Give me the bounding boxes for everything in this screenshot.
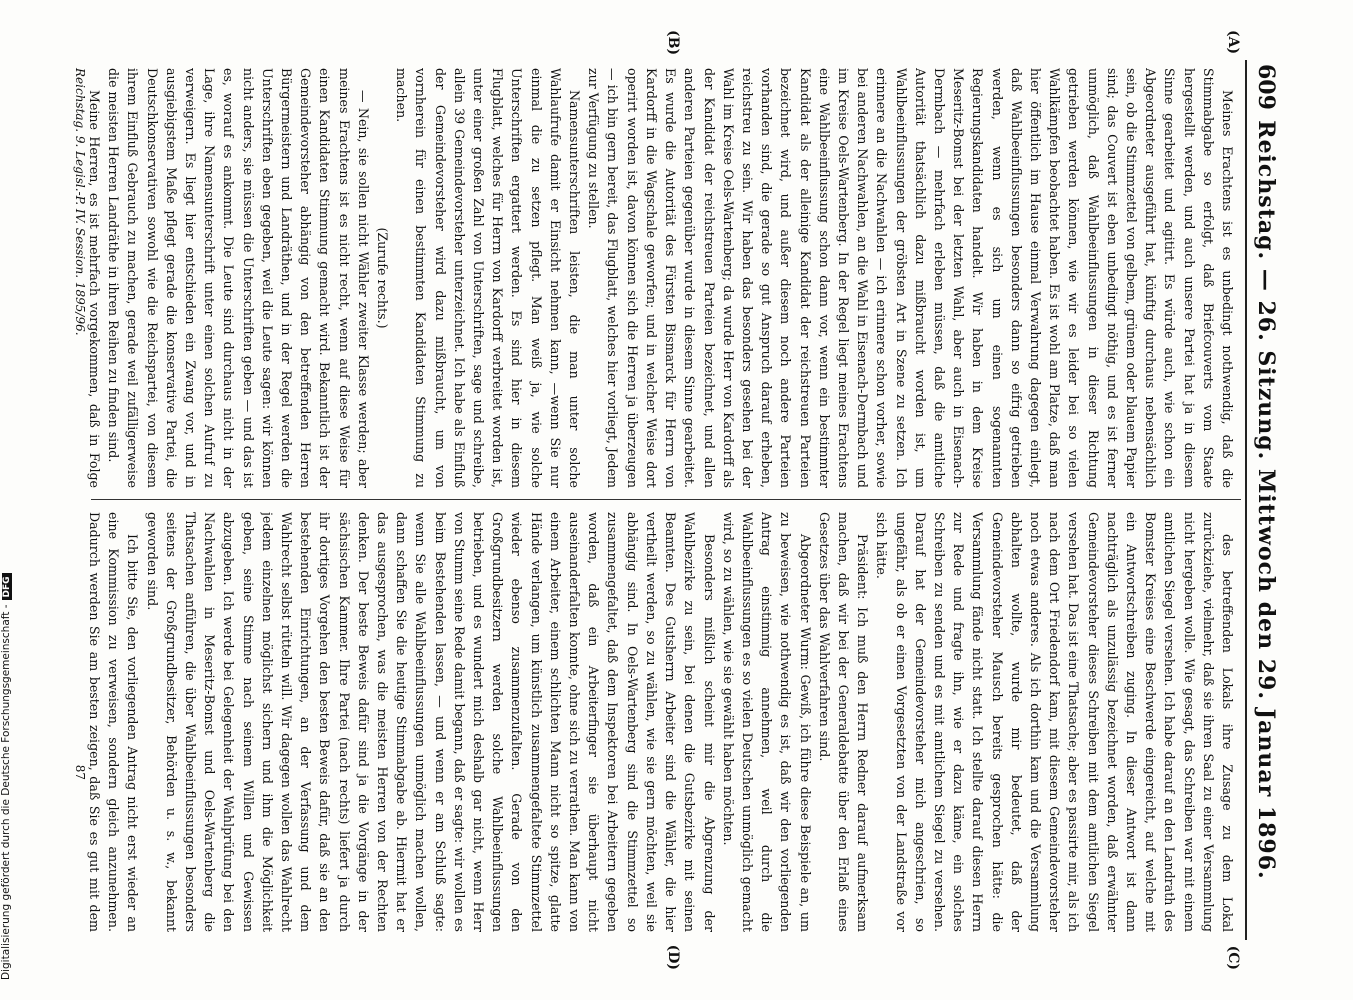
margin-marker-a: (A): [1225, 30, 1241, 55]
source-footer: Reichstag. 9. Legisl.-P. IV. Session. 1895/96.: [73, 68, 87, 336]
paragraph: Meine Herren, es ist mehrfach vorgekommen, daß in Folge: [87, 90, 103, 488]
left-column: [87, 68, 1237, 488]
dfg-logo: DFG: [2, 573, 12, 600]
speaker-paragraph: Präsident: Ich muß den Herrn Redner darauf aufmerksam machen, daß wir bei der Generaldebatte über den Erlaß eines Gesetzes über das Wahlverfahren sind.: [816, 512, 871, 932]
footer-page-number: 87: [73, 764, 87, 780]
page-header: [1245, 60, 1281, 940]
paragraph: Meines Erachtens ist es unbedingt nothwendig, daß die Stimmabgabe so erfolgt, daß Briefcouverts vom Staate hergestellt werden, und auch unsere Partei hat ja in diesem Sinne gearbeitet und agitirt. Es würde auch, wie schon ein Abgeordneter ausgeführt hat, künftig durchaus nebensächlich sein, ob die Stimmzettel von gelbem, grünem oder blauem Papier sind; das Couvert ist eben unbedingt nöthig, und es ist ferner unmöglich, daß Wahlbeeinflussungen in dieser Richtung getrieben werden können, wie wir es leider bei so vielen Wahlkämpfen beobachtet haben. Es ist wohl am Platze, daß man hier öffentlich im Hause einmal Verwahrung dagegen einlegt, daß Wahlbeeinflussungen besonders dann so eifrig getrieben werden, wenn es sich um einen sogenannten Regierungskandidaten handelt. Wir haben in dem Kreise Meseritz-Bomst bei der letzten Wahl, aber auch in Eisenach-Dermbach — mehrfach erleben müssen, daß die amtliche Autorität thatsächlich dazu mißbraucht worden ist, um Wahlbeeinflussungen der gröbsten Art in Szene zu setzen. Ich erinnere an die Nachwahlen — ich erinnere schon vorher, sowie bei anderen Nachwahlen, an die Wahl in Eisenach-Dermbach und im Kreise Oels-Wartenberg. In der Regel liegt meines Erachtens eine Wahlbeeinflussung schon dann vor, wenn ein bestimmter Kandidat als der alleinige Kandidat der reichstreuen Parteien bezeichnet wird, und außer diesem noch andere Parteien vorhanden sind, die gerade so gut Anspruch darauf erheben, reichstreu zu sein. Wir haben das besonders gesehen bei der Wahl im Kreise Oels-Wartenberg; da wurde Herr von Kardorff als der Kandidat der reichstreuen Parteien bezeichnet, und allen anderen Parteien gegenüber wurde in diesem Sinne gearbeitet. Es wurde die Autorität des Fürsten Bismarck für Herrn von Kardorff in die Wagschale geworfen; und in welcher Weise dort operirt worden ist, davon können sich die Herren ja überzeugen — ich bin gern bereit, das Flugblatt, welches hier vorliegt, Jedem zur Verfügung zu stellen.: [586, 68, 1235, 488]
margin-marker-d: (D): [665, 944, 681, 970]
margin-marker-b: (B): [665, 30, 681, 56]
column-divider: [91, 499, 1241, 500]
speaker-paragraph: Abgeordneter Wurm: Gewiß, ich führe diese Beispiele an, um zu beweisen, wie nothwendig es ist, daß wir den vorliegenden Antrag einstimmig annehmen, weil durch die Wahlbeeinflussungen es so vielen Deutschen unmöglich gemacht wird, so zu wählen, wie sie gewählt haben möchten.: [720, 512, 813, 932]
newspaper-page: [71, 30, 1281, 970]
paragraph: Besonders mißlich scheint mir die Abgrenzung der Wahlbezirke zu sein, bei denen die Gutsbezirke mit seinen Beamten. Des Gutsherrn Arbeiter sind die Wähler, die hier vertheilt werden, so zu wählen, wie sie gern möchten, weil sie abhängig sind. In Oels-Wartenberg sind die Stimmzettel so zusammengefaltet, daß dem Inspektoren bei Arbeitern gegeben worden, daß ein Arbeiterfinger sie überhaupt nicht auseinanderfalten konnte, ohne sich zu verrathen. Man kann von einem Arbeiter, einem schlichten Mann nicht so spitze, glatte Hände verlangen, um künstlich zusammengefaltete Stimmzettel wieder ebenso zusammenzufalten. Gerade von den Großgrundbesitzern werden solche Wahlbeeinflussungen betrieben, und es wundert mich deshalb gar nicht, wenn Herr von Stumm seine Rede damit begann, daß er sagte: wir wollen es beim Bestehenden lassen, — und wenn er am Schluß sagte: wenn Sie alle Wahlbeeinflussungen unmöglich machen wollen, dann schaffen Sie die heutige Stimmabgabe ab. Hiermit hat er das ausgesprochen, was die meisten Herren von der Rechten denken. Der beste Beweis dafür sind ja die Vorgänge in der sächsischen Kammer. Ihre Partei (nach rechts) liefert ja durch ihr dortiges Vorgehen den besten Beweis dafür, daß sie an den bestehenden Einrichtungen, an der Verfassung und dem Wahlrecht selbst rütteln will. Wir dagegen wollen das Wahlrecht jedem einzelnen möglichst sichern und ihm die Möglichkeit geben, seine Stimme nach seinem Willen und Gewissen abzugeben. Ich werde bei Gelegenheit der Wahlprüfung bei den Nachwahlen in Meseritz-Bomst und Oels-Wartenberg die Thatsachen anführen, die über Wahlbeeinflussungen besonders seitens der Großgrundbesitzer, Behörden u. s. w., bekannt geworden sind.: [144, 512, 717, 932]
digitization-credit: [0, 573, 12, 980]
paragraph: — Nein, sie sollen nicht Wähler zweiter Klasse werden; aber meines Erachtens ist es nicht recht, wenn auf diese Weise für einen Kandidaten Stimmung gemacht wird. Bekanntlich ist der Gemeindevorsteher abhängig von den betreffenden Herren Bürgermeistern und Landräthen, und in der Regel werden die Unterschriften eben gegeben, weil die Leute sagen: wir können nicht anders, sie müssen die Unterschriften geben — und das ist es, worauf es ankommt. Die Leute sind durchaus nicht in der Lage, ihre Namensunterschrift unter einen solchen Aufruf zu verweigern. Es liegt hier entschieden ein Zwang vor, und in ausgiebigstem Maße pflegt gerade die konservative Partei, die Deutschkonservativen sowohl wie die Reichspartei, von diesem ihrem Einfluß Gebrauch zu machen, gerade weil zufälligerweise die meisten Herren Landräthe in ihren Reihen zu finden sind.: [106, 68, 371, 488]
paragraph: Ich bitte Sie, den vorliegenden Antrag nicht erst wieder an eine Kommission zu verweisen, sondern gleich anzunehmen. Dadurch werden Sie am besten zeigen, daß Sie es gut mit dem: [87, 512, 141, 932]
interjection: (Zurufe rechts.): [375, 227, 391, 329]
paragraph: des betreffenden Lokals ihre Zusage zu dem Lokal zurückziehe, vielmehr, daß sie ihren Saal zu einer Versammlung nicht hergeben wolle. Wie gesagt, das Schreiben war mit einem amtlichen Siegel versehen. Ich habe darauf an den Landrath des Bomster Kreises eine Beschwerde eingereicht, auf welche mit ein Antwortschreiben zuging. In dieser Antwort ist dann nachträglich als unzulässig bezeichnet worden, daß erwähnter Gemeindevorsteher dieses Schreiben mit dem amtlichen Siegel versehen hat. Das ist eine Thatsache; aber es passirte mir, als ich nach dem Ort Friedendorf kam, mit diesem Gemeindevorsteher noch etwas anderes. Als ich dorthin kam und die Versammlung abhalten wollte, wurde mir bedeutet, daß der Gemeindevorsteher Mausch bereits gesprochen hätte: die Versammlung fände nicht statt. Ich stellte darauf diesen Herrn zur Rede und fragte ihn, wie er dazu käme, ein solches Schreiben zu senden und es mit amtlichem Siegel zu versehen. Darauf hat der Gemeindevorsteher mich angeschrien, so ungefähr, als ob er einen Vorgesetzten von der Landstraße vor sich hätte.: [874, 512, 1235, 932]
page-title: Reichstag. — 26. Sitzung. Mittwoch den 29. Januar 1896.: [1253, 120, 1279, 880]
margin-marker-c: (C): [1225, 945, 1241, 970]
paragraph: Namensunterschriften leisten, die man unter solche Wahlaufrufe damit er Einsicht nehmen kann, —wenn Sie nur einmal die zu setzen pflegt. Man weiß ja, wie solche Unterschriften ergattert werden. Es sind hier in diesem Flugblatt, welches für Herrn von Kardorff verbreitet worden ist, unter einer großen Zahl von Unterschriften, sage und schreibe, allein 39 Gemeindevorsteher unterzeichnet. Ich habe als Einfluß der Gemeindevorsteher wird dazu mißbraucht, um von vornherein für einen bestimmten Kandidaten Stimmung zu machen.: [394, 68, 583, 488]
right-column: [87, 512, 1237, 932]
page-number: 609: [1253, 64, 1279, 110]
credit-text: Digitalisierung gefördert durch die Deutsche Forschungsgemeinschaft -: [0, 604, 12, 980]
